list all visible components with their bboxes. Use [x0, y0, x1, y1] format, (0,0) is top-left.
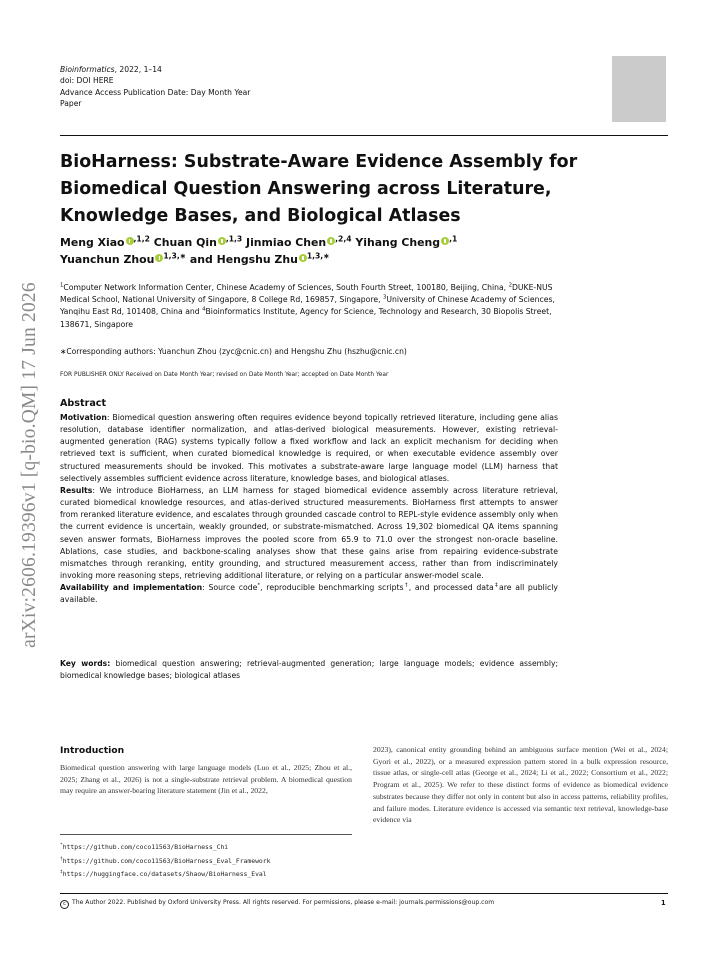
journal-year-pages: , 2022, 1–14 [114, 65, 162, 74]
footnote[interactable] [60, 855, 270, 869]
availability-text: are all publicly available. [60, 583, 558, 605]
affiliation-mark: 4 [202, 306, 206, 313]
author-name: Meng Xiao [60, 236, 125, 249]
availability-label: Availability and implementation [60, 583, 203, 593]
author-line [60, 251, 457, 268]
doi: doi: DOI HERE [60, 76, 114, 86]
affiliation-mark: 1 [60, 282, 64, 289]
orcid-icon[interactable] [218, 237, 226, 245]
abstract-motivation [60, 412, 558, 485]
paper-type: Paper [60, 99, 82, 109]
author-name: Jinmiao Chen [246, 236, 327, 249]
author-affiliation-mark: 1,3,∗ [163, 251, 187, 261]
orcid-icon[interactable] [441, 237, 449, 245]
footnote-mark[interactable]: * [257, 582, 261, 589]
footnote-url[interactable]: https://huggingface.co/datasets/Shaow/BioHarness_Eval [62, 870, 267, 879]
author-conjunction: and [189, 253, 213, 266]
footnote-mark[interactable]: ‡ [493, 582, 499, 589]
abstract-body [60, 412, 558, 607]
paper-title [60, 149, 640, 230]
author-affiliation-mark: ,1,3 [225, 234, 243, 244]
keywords-label: Key words: [60, 659, 111, 668]
affiliation-mark: 2 [508, 282, 512, 289]
abstract-heading: Abstract [60, 398, 107, 409]
motivation-label: Motivation [60, 413, 107, 422]
keywords [60, 658, 558, 682]
footnote-url[interactable]: https://github.com/coco11563/BioHarness_Chi [62, 843, 229, 851]
title-line: BioHarness: Substrate-Aware Evidence Assembly for [60, 152, 578, 172]
author-affiliation-mark: ,1 [449, 234, 458, 244]
author-name: Hengshu Zhu [216, 253, 298, 266]
results-text: : We introduce BioHarness, an LLM harness for staged biomedical evidence assembly across literature retrieval, curated biomedical knowledge resources, and atlas-derived structured measurements. BioHarness first attempts to answer from reranked literature evidence, and escalates through grounded cascade control to REPL-style evidence assembly only when the current evidence is uncertain, weakly grounded, or substrate-mismatched. Across 19,302 biomedical QA items spanning seven answer formats, BioHarness improves the pooled score from 65.9 to 71.0 over the strongest non-oracle baseline. Ablations, case studies, and backbone-scaling analyses show that these gains arise from repairing evidence-substrate mismatches through reranking, entity grounding, and structured measurement access, rather than from indiscriminately invoking more reasoning steps, retrieving additional literature, or relying on a particular answer-model scale. [60, 485, 558, 581]
journal-line [60, 64, 250, 75]
affiliations [60, 282, 558, 331]
affiliation: DUKE-NUS Medical School, National University of Singapore, 8 College Rd, 169857, Singapore, [60, 283, 553, 305]
affiliation: University of Chinese Academy of Sciences, Yanqihu East Rd, 101408, China and [60, 295, 555, 317]
journal-logo-placeholder [612, 56, 666, 122]
author-name: Yuanchun Zhou [60, 253, 155, 266]
orcid-icon[interactable] [155, 254, 163, 262]
affiliation: Computer Network Information Center, Chinese Academy of Sciences, South Fourth Street, 100180, Beijing, China, [63, 283, 509, 292]
footnotes [60, 841, 270, 882]
page-number: 1 [661, 899, 666, 907]
introduction-heading: Introduction [60, 745, 125, 756]
orcid-icon[interactable] [299, 254, 307, 262]
author-affiliation-mark: 1,3,∗ [306, 251, 330, 261]
availability-text: , and processed data [408, 583, 494, 593]
orcid-icon[interactable] [327, 237, 335, 245]
affiliation-mark: 3 [383, 294, 387, 301]
abstract-availability [60, 582, 558, 606]
footer-text: The Author 2022. Published by Oxford University Press. All rights reserved. For permissions, please e-mail: journals.permissions@oup.com [72, 899, 495, 906]
motivation-text: : Biomedical question answering often requires evidence beyond topically retrieved literature, including gene alias resolution, database identifier normalization, and atlas-derived biological measurements. However, existing retrieval-augmented generation (RAG) systems typically follow a fixed workflow and lack an explicit mechanism for deciding when retrieved text is sufficient, when curated biomedical knowledge is required, or when executable evidence assembly over structured measurements should be invoked. This motivates a substrate-aware large language model (LLM) harness that selectively assembles sufficient evidence across literature, knowledge bases, and biological atlases. [60, 413, 558, 483]
journal-meta [60, 64, 250, 110]
footnote-mark[interactable]: † [403, 582, 409, 589]
author-list [60, 234, 457, 268]
footnote[interactable] [60, 868, 270, 882]
author-line [60, 234, 457, 251]
footer-rule [60, 893, 668, 894]
affiliation: Bioinformatics Institute, Agency for Science, Technology and Research, 30 Biopolis Street, 138671, Singapore [60, 307, 552, 329]
availability-text: , reproducible benchmarking scripts [260, 583, 404, 593]
orcid-icon[interactable] [126, 237, 134, 245]
corresponding-authors: ∗Corresponding authors: Yuanchun Zhou (zyc@cnic.cn) and Hengshu Zhu (hszhu@cnic.cn) [60, 347, 407, 356]
author-name: Yihang Cheng [355, 236, 441, 249]
abstract-results [60, 485, 558, 582]
arxiv-identifier: arXiv:2606.19396v1 [q-bio.QM] 17 Jun 2026 [19, 282, 40, 648]
footnote[interactable] [60, 841, 270, 855]
journal-name: Bioinformatics [60, 65, 115, 74]
footnote-rule [60, 834, 352, 835]
footer-copyright [60, 899, 494, 909]
keywords-text: biomedical question answering; retrieval-augmented generation; large language models; evidence assembly; biomedical knowledge bases; biological atlases [60, 659, 558, 681]
introduction-column-right: 2023), canonical entity grounding behind an ambiguous surface mention (Wei et al., 2024; Gyori et al., 2022), or a measured expression pattern stored in a bulk expression resource, tissue atlas, or single-cell atlas (George et al., 2024; Li et al., 2022; Consortium et al., 2022; Program et al., 2025). We refer to these distinct forms of evidence as biomedical evidence substrates because they differ not only in content but also in access patterns, reliability profiles, and failure modes. Literature evidence is accessed via semantic text retrieval, knowledge-base evidence via [373, 745, 668, 825]
title-line: Biomedical Question Answering across Literature, [60, 179, 552, 199]
header-rule [60, 135, 668, 136]
author-affiliation-mark: ,1,2 [133, 234, 150, 244]
results-label: Results [60, 485, 93, 495]
footnote-mark: * [60, 842, 63, 848]
introduction-column-left: Biomedical question answering with large language models (Luo et al., 2025; Zhou et al., 2025; Zhang et al., 2026) is not a single-substrate retrieval problem. A biomedical question may require an answer-bearing literature statement (Jin et al., 2022, [60, 763, 352, 796]
arxiv-stamp [10, 250, 50, 680]
author-name: Chuan Qin [153, 236, 217, 249]
author-affiliation-mark: ,2,4 [335, 234, 352, 244]
access-date: Advance Access Publication Date: Day Month Year [60, 87, 251, 97]
footnote-mark: ‡ [60, 870, 63, 876]
publisher-note: FOR PUBLISHER ONLY Received on Date Month Year; revised on Date Month Year; accepted on Date Month Year [60, 372, 389, 378]
copyright-icon: c [60, 900, 69, 909]
footnote-url[interactable]: https://github.com/coco11563/BioHarness_Eval_Framework [62, 856, 271, 865]
availability-text: : Source code [202, 583, 258, 593]
title-line: Knowledge Bases, and Biological Atlases [60, 206, 461, 226]
footnote-mark: † [60, 856, 63, 862]
